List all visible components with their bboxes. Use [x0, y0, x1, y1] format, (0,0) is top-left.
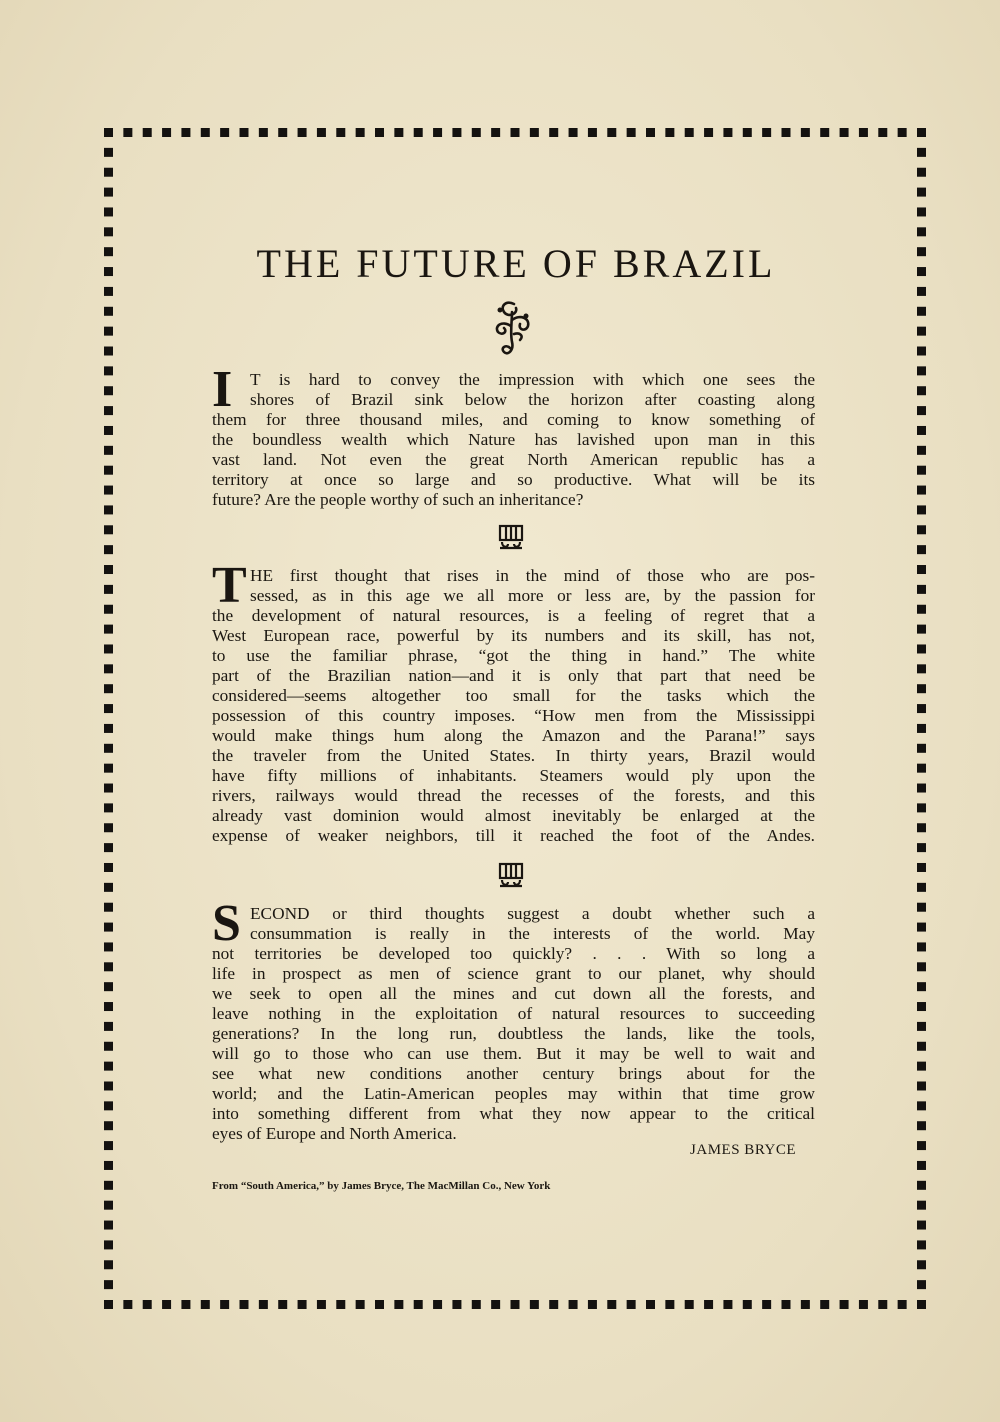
text-line: expense of weaker neighbors, till it reached the foot of the Andes. — [212, 826, 815, 845]
text-line: possession of this country imposes. “How men from the Mississippi — [212, 706, 815, 725]
text-line: ECOND or third thoughts suggest a doubt whether such a — [250, 904, 815, 923]
text-line: would make things hum along the Amazon and the Parana!” says — [212, 726, 815, 745]
text-line: shores of Brazil sink below the horizon after coasting along — [250, 390, 815, 409]
text-line: the traveler from the United States. In thirty years, Brazil would — [212, 746, 815, 765]
source-credit: From “South America,” by James Bryce, The MacMillan Co., New York — [212, 1180, 551, 1192]
text-line: generations? In the long run, doubtless the lands, like the tools, — [212, 1024, 815, 1043]
text-line: HE first thought that rises in the mind of those who are pos- — [250, 566, 815, 585]
text-line: part of the Brazilian nation—and it is only that part that need be — [212, 666, 815, 685]
text-line: already vast dominion would almost inevitably be enlarged at the — [212, 806, 815, 825]
section-ornament-icon — [497, 862, 525, 888]
text-line: we seek to open all the mines and cut down all the forests, and — [212, 984, 815, 1003]
text-line: West European race, powerful by its numbers and its skill, has not, — [212, 626, 815, 645]
text-line: T is hard to convey the impression with which one sees the — [250, 370, 815, 389]
text-line: territory at once so large and so productive. What will be its — [212, 470, 815, 489]
dropcap-letter: S — [212, 895, 241, 952]
vine-flourish-ornament-icon — [490, 298, 536, 360]
text-line: see what new conditions another century brings about for the — [212, 1064, 815, 1083]
text-line: them for three thousand miles, and coming to know something of — [212, 410, 815, 429]
text-line: not territories be developed too quickly? . . . With so long a — [212, 944, 815, 963]
paragraph-3 — [212, 895, 815, 1144]
text-line: life in prospect as men of science grant to our planet, why should — [212, 964, 815, 983]
text-line: eyes of Europe and North America. — [212, 1124, 457, 1143]
author-signature: JAMES BRYCE — [690, 1142, 796, 1158]
text-line: consummation is really in the interests of the world. May — [250, 924, 815, 943]
text-line: vast land. Not even the great North American republic has a — [212, 450, 815, 469]
text-line: to use the familiar phrase, “got the thing in hand.” The white — [212, 646, 815, 665]
text-line: rivers, railways would thread the recesses of the forests, and this — [212, 786, 815, 805]
text-line: will go to those who can use them. But it may be well to wait and — [212, 1044, 815, 1063]
text-line: have fifty millions of inhabitants. Steamers would ply upon the — [212, 766, 815, 785]
section-ornament-icon — [497, 524, 525, 550]
text-line: sessed, as in this age we all more or less are, by the passion for — [250, 586, 815, 605]
paragraph-1 — [212, 361, 815, 510]
text-line: leave nothing in the exploitation of natural resources to succeeding — [212, 1004, 815, 1023]
page-title: THE FUTURE OF BRAZIL — [256, 241, 776, 286]
dropcap-letter: I — [212, 361, 233, 418]
text-line: world; and the Latin-American peoples may within that time grow — [212, 1084, 815, 1103]
text-line: future? Are the people worthy of such an inheritance? — [212, 490, 584, 509]
paragraph-2 — [212, 557, 815, 846]
text-line: into something different from what they now appear to the critical — [212, 1104, 815, 1123]
text-line: the boundless wealth which Nature has lavished upon man in this — [212, 430, 815, 449]
dropcap-letter: T — [212, 557, 247, 614]
text-line: considered—seems altogether too small for the tasks which the — [212, 686, 815, 705]
text-line: the development of natural resources, is a feeling of regret that a — [212, 606, 815, 625]
